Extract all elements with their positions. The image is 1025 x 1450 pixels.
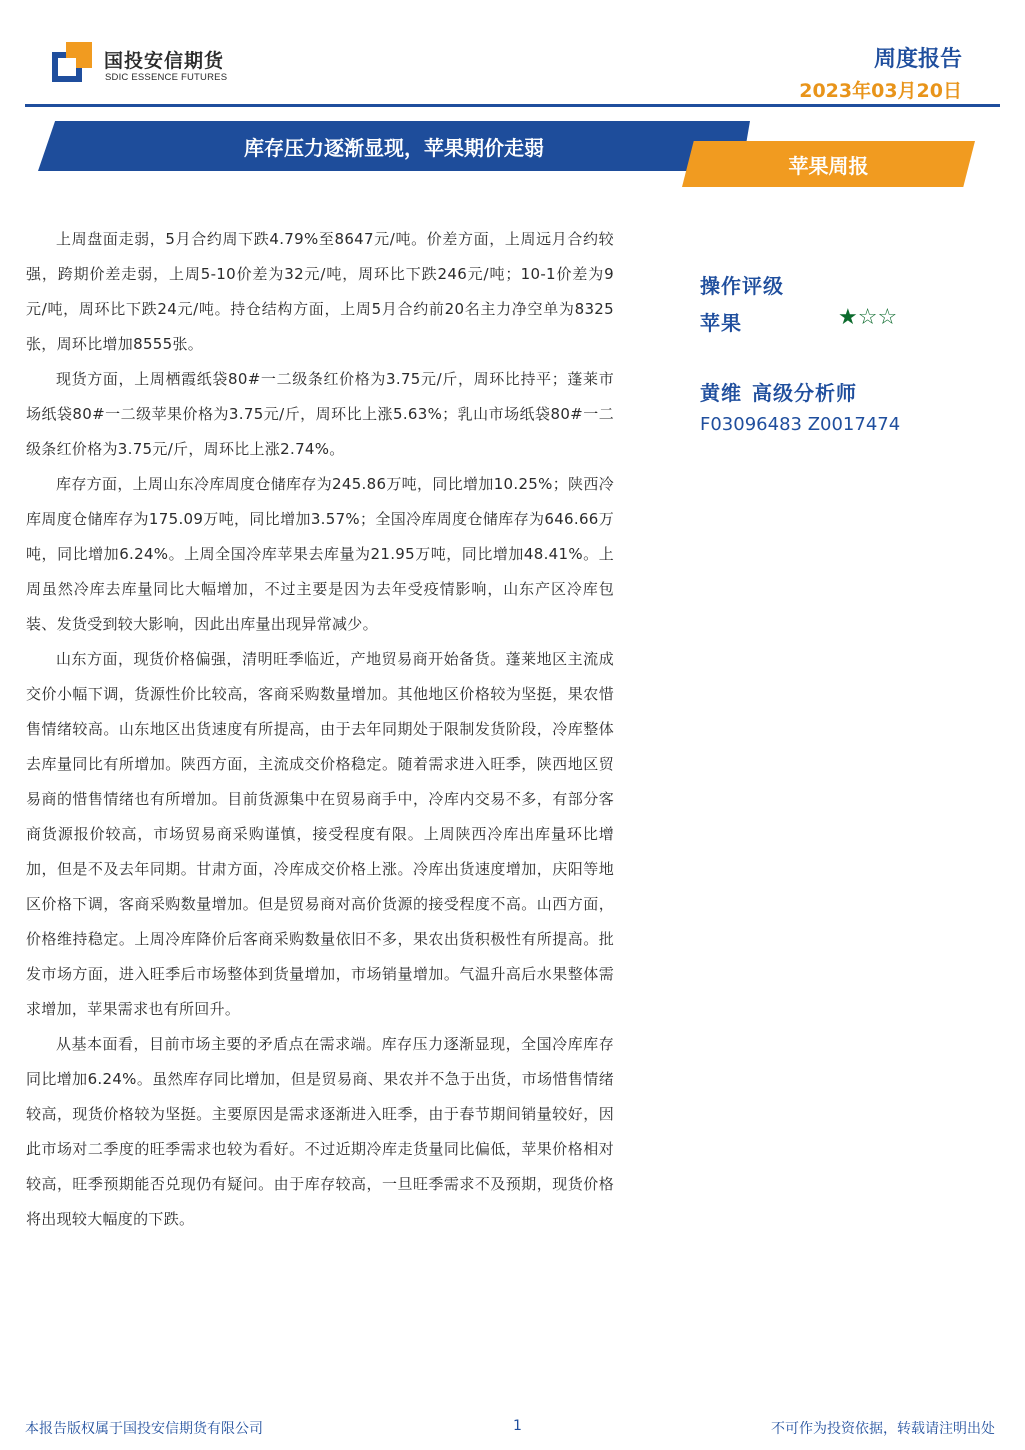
report-title: 库存压力逐渐显现，苹果期价走弱 [244,135,544,160]
analyst [700,377,1000,406]
company-logo [52,42,252,88]
rating-product: 苹果 [700,311,742,335]
report-type: 周度报告 [873,47,962,72]
report-tag: 苹果周报 [788,153,869,178]
paragraph-outlook: 从基本面看，目前市场主要的矛盾点在需求端。库存压力逐渐显现，全国冷库库存同比增加6.24%。虽然库存同比增加，但是贸易商、果农并不急于出货，市场惜售情绪较高，现货价格较为坚挺。主要原因是需求逐渐进入旺季，由于春节期间销量较好，因此市场对二季度的旺季需求也较为看好。不过近期冷库走货量同比偏低，苹果价格相对较高，旺季预期能否兑现仍有疑问。由于库存较高，一旦旺季需求不及预期，现货价格将出现较大幅度的下跌。 [26,1035,614,1228]
company-logo-mark [52,42,94,84]
paragraph-spot: 现货方面，上周栖霞纸袋80#一二级条红价格为3.75元/斤，周环比持平；蓬莱市场纸袋80#一二级苹果价格为3.75元/斤，周环比上涨5.63%；乳山市场纸袋80#一二级条红价格为3.75元/斤，周环比上涨2.74%。 [26,370,614,458]
footer-page-number: 1 [513,1418,522,1434]
rating-row [700,307,1000,337]
paragraph-regions: 山东方面，现货价格偏强，清明旺季临近，产地贸易商开始备货。蓬莱地区主流成交价小幅下调，货源性价比较高，客商采购数量增加。其他地区价格较为坚挺，果农惜售情绪较高。山东地区出货速度有所提高，由于去年同期处于限制发货阶段，冷库整体去库量同比有所增加。陕西方面，主流成交价格稳定。随着需求进入旺季，陕西地区贸易商的惜售情绪也有所增加。目前货源集中在贸易商手中，冷库内交易不多，有部分客商货源报价较高，市场贸易商采购谨慎，接受程度有限。上周陕西冷库出库量环比增加，但是不及去年同期。甘肃方面，冷库成交价格上涨。冷库出货速度增加，庆阳等地区价格下调，客商采购数量增加。但是贸易商对高价货源的接受程度不高。山西方面，价格维持稳定。上周冷库降价后客商采购数量依旧不多，果农出货积极性有所提高。批发市场方面，进入旺季后市场整体到货量增加，市场销量增加。气温升高后水果整体需求增加，苹果需求也有所回升。 [26,650,614,1018]
rating-stars-icon [838,305,897,330]
sidebar [700,270,1000,435]
footer-copyright: 本报告版权属于国投安信期货有限公司 [25,1421,263,1437]
rating-title: 操作评级 [700,274,784,298]
star-filled-icon: ★ [838,305,858,330]
footer-disclaimer: 不可作为投资依据，转载请注明出处 [771,1421,995,1437]
analyst-license: F03096483 Z0017474 [700,414,901,435]
paragraph-inventory: 库存方面，上周山东冷库周度仓储库存为245.86万吨，同比增加10.25%；陕西冷库周度仓储库存为175.09万吨，同比增加3.57%；全国冷库周度仓储库存为646.66万吨，同比增加6.24%。上周全国冷库苹果去库量为21.95万吨，同比增加48.41%。上周虽然冷库去库量同比大幅增加，不过主要是因为去年受疫情影响，山东产区冷库包装、发货受到较大影响，因此出库量出现异常减少。 [26,475,614,633]
star-empty-icon: ☆☆ [857,305,898,330]
analyst-name: 黄维 [700,381,742,405]
paragraph-market: 上周盘面走弱，5月合约周下跌4.79%至8647元/吨。价差方面，上周远月合约较强，跨期价差走弱，上周5-10价差为32元/吨，周环比下跌246元/吨；10-1价差为9元/吨，周环比下跌24元/吨。持仓结构方面，上周5月合约前20名主力净空单为8325张，周环比增加8555张。 [26,230,614,353]
report-body [26,222,614,1237]
company-name-cn: 国投安信期货 [104,50,225,72]
company-name-en: SDIC ESSENCE FUTURES [105,72,228,83]
analyst-title: 高级分析师 [752,381,857,405]
header-divider [25,104,1000,107]
report-date: 2023年03月20日 [799,80,962,102]
